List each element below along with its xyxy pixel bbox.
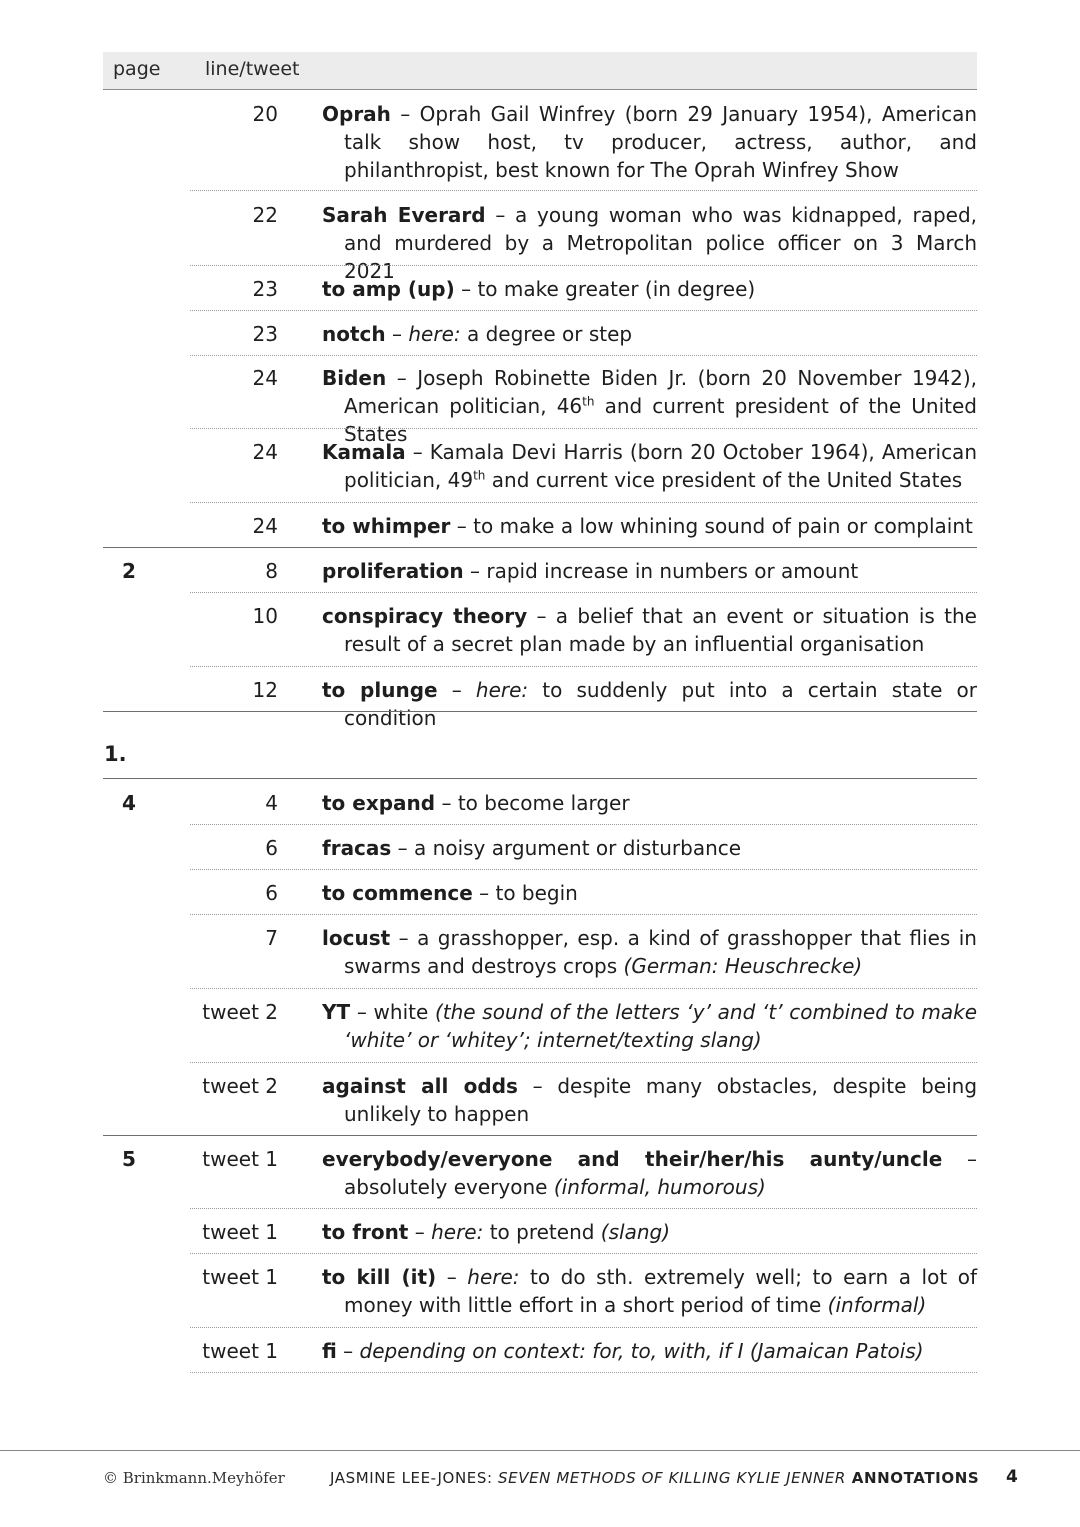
entry-term: to kill (it) (322, 1265, 437, 1289)
definition (322, 557, 977, 585)
entry-text: a belief that an event or situation is the result of a secret plan made by an influential organisation (344, 604, 977, 656)
line-cell: 8 (265, 559, 278, 583)
running-title-work: SEVEN METHODS OF KILLING KYLIE JENNER (498, 1469, 846, 1487)
row-divider (190, 666, 977, 667)
entry-term: to commence (322, 881, 473, 905)
definition (322, 1072, 977, 1128)
running-title-label: ANNOTATIONS (845, 1469, 980, 1487)
entry-term: Oprah (322, 102, 391, 126)
line-cell: 23 (252, 277, 278, 301)
row-divider (190, 988, 977, 989)
row-divider (190, 265, 977, 266)
header-page-label: page (113, 58, 161, 80)
header-line-label: line/tweet (205, 58, 300, 80)
line-cell: 23 (252, 322, 278, 346)
definition (322, 1218, 977, 1246)
line-cell: 12 (252, 678, 278, 702)
entry-text: absolutely everyone (344, 1175, 554, 1199)
line-cell: tweet 2 (202, 1074, 278, 1098)
entry-dash: – (350, 1000, 374, 1024)
table-header (103, 52, 977, 90)
entry-term: YT (322, 1000, 351, 1024)
line-cell: 24 (252, 366, 278, 390)
row-divider (190, 1253, 977, 1254)
entry-dash: – (436, 1265, 468, 1289)
entry-dash: – (405, 440, 430, 464)
definition (322, 879, 977, 907)
entry-text: a degree or step (460, 322, 633, 346)
entry-qualifier: here: (431, 1220, 484, 1244)
entry-term: against all odds (322, 1074, 518, 1098)
entry-term: Sarah Everard (322, 203, 486, 227)
section-label: 1. (104, 742, 127, 766)
entry-dash: – (485, 203, 516, 227)
entry-term: to plunge (322, 678, 438, 702)
entry-dash: – (336, 1339, 360, 1363)
entry-dash: – (390, 102, 420, 126)
page-number-cell: 5 (122, 1147, 136, 1171)
row-divider (190, 355, 977, 356)
line-cell: tweet 1 (202, 1339, 278, 1363)
entry-text: despite many obstacles, despite being unlikely to happen (344, 1074, 978, 1126)
entry-term: fi (322, 1339, 337, 1363)
entry-text: a grasshopper, esp. a kind of grasshopper that flies in swarms and destroys crops (344, 926, 977, 978)
row-divider (190, 1372, 977, 1373)
entry-dash: – (472, 881, 496, 905)
entry-note: (German: Heuschrecke) (623, 954, 863, 978)
entry-term: to amp (up) (322, 277, 455, 301)
line-cell: 6 (265, 881, 278, 905)
page-number-cell: 4 (122, 791, 136, 815)
entry-term: Kamala (322, 440, 406, 464)
definition (322, 1145, 977, 1201)
definition (322, 100, 977, 184)
entry-dash: – (450, 514, 474, 538)
line-cell: 4 (265, 791, 278, 815)
entry-note: depending on context: for, to, with, if I (Jamaican Patois) (359, 1339, 924, 1363)
section-divider (103, 778, 977, 779)
footer-divider (0, 1450, 1080, 1451)
line-cell: 10 (252, 604, 278, 628)
line-cell: 6 (265, 836, 278, 860)
row-divider (190, 869, 977, 870)
entry-term: notch (322, 322, 386, 346)
line-cell: tweet 1 (202, 1147, 278, 1171)
entry-dash: – (390, 926, 418, 950)
entry-note: (informal) (827, 1293, 927, 1317)
entry-term: to front (322, 1220, 409, 1244)
definition (322, 1337, 977, 1365)
definition (322, 834, 977, 862)
line-cell: 22 (252, 203, 278, 227)
entry-text: to become larger (457, 791, 630, 815)
entry-term: locust (322, 926, 391, 950)
entry-term: to expand (322, 791, 436, 815)
entry-dash: – (942, 1147, 978, 1171)
definition (322, 364, 977, 448)
row-divider (103, 1135, 977, 1136)
entry-dash: – (437, 678, 476, 702)
entry-qualifier: here: (467, 1265, 520, 1289)
line-cell: 24 (252, 440, 278, 464)
definition (322, 1263, 977, 1319)
line-cell: tweet 1 (202, 1265, 278, 1289)
row-divider (190, 824, 977, 825)
entry-text: to do sth. extremely well; to earn a lot of money with little effort in a short period of time (344, 1265, 978, 1317)
running-title (330, 1469, 979, 1487)
definition (322, 789, 977, 817)
entry-dash: – (435, 791, 458, 815)
entry-dash: – (454, 277, 478, 301)
definition (322, 201, 977, 285)
entry-term: to whimper (322, 514, 451, 538)
row-divider (190, 1062, 977, 1063)
row-divider (103, 711, 977, 712)
entry-text: to make greater (in degree) (477, 277, 756, 301)
entry-qualifier: here: (475, 678, 529, 702)
row-divider (190, 592, 977, 593)
entry-term: everybody/everyone and their/her/his aunty/uncle (322, 1147, 943, 1171)
line-cell: 20 (252, 102, 278, 126)
entry-dash: – (408, 1220, 432, 1244)
entry-dash: – (517, 1074, 558, 1098)
publisher-credit: © Brinkmann.Meyhöfer (103, 1469, 285, 1487)
page-number-cell: 2 (122, 559, 136, 583)
entry-term: conspiracy theory (322, 604, 528, 628)
entry-dash: – (527, 604, 556, 628)
running-title-author: JASMINE LEE-JONES: (330, 1469, 499, 1487)
definition (322, 275, 977, 303)
entry-text: to suddenly put into a certain state or condition (344, 678, 978, 730)
row-divider (190, 502, 977, 503)
line-cell: tweet 1 (202, 1220, 278, 1244)
definition (322, 512, 977, 540)
entry-text: white (373, 1000, 435, 1024)
row-divider (190, 1327, 977, 1328)
row-divider (190, 1208, 977, 1209)
definition (322, 676, 977, 732)
definition (322, 998, 977, 1054)
entry-text: Joseph Robinette Biden Jr. (born 20 November 1942), American politician, 46th and current president of the United States (344, 366, 977, 446)
entry-text: Oprah Gail Winfrey (born 29 January 1954), American talk show host, tv producer, actress, author, and philanthropist, best known for The Oprah Winfrey Show (344, 102, 977, 182)
row-divider (103, 547, 977, 548)
entry-note: (slang) (600, 1220, 671, 1244)
entry-text: Kamala Devi Harris (born 20 October 1964), American politician, 49th and current vice president of the United States (344, 440, 977, 492)
entry-dash: – (385, 322, 409, 346)
row-divider (190, 914, 977, 915)
entry-term: Biden (322, 366, 387, 390)
entry-dash: – (391, 836, 415, 860)
entry-dash: – (463, 559, 487, 583)
entry-text: to make a low whining sound of pain or complaint (473, 514, 973, 538)
line-cell: 24 (252, 514, 278, 538)
entry-dash: – (386, 366, 418, 390)
definition (322, 602, 977, 658)
page-number: 4 (1006, 1467, 1018, 1487)
row-divider (190, 428, 977, 429)
entry-term: proliferation (322, 559, 464, 583)
entry-text: to begin (495, 881, 578, 905)
definition (322, 924, 977, 980)
line-cell: tweet 2 (202, 1000, 278, 1024)
definition (322, 320, 977, 348)
row-divider (190, 310, 977, 311)
entry-qualifier: here: (408, 322, 461, 346)
entry-text: to pretend (483, 1220, 601, 1244)
entry-note: (the sound of the letters ‘y’ and ‘t’ combined to make ‘white’ or ‘whitey’; internet/texting slang) (344, 1000, 978, 1052)
entry-note: (informal, humorous) (553, 1175, 766, 1199)
row-divider (190, 190, 977, 191)
entry-text: a young woman who was kidnapped, raped, and murdered by a Metropolitan police officer on 3 March 2021 (344, 203, 978, 283)
line-cell: 7 (265, 926, 278, 950)
entry-term: fracas (322, 836, 392, 860)
entry-text: a noisy argument or disturbance (414, 836, 742, 860)
definition (322, 438, 977, 494)
entry-text: rapid increase in numbers or amount (486, 559, 859, 583)
